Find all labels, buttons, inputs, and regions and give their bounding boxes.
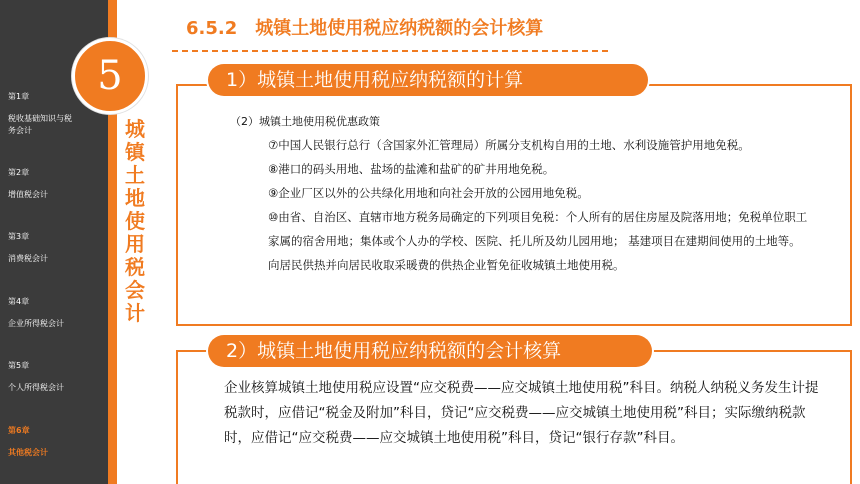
chapter-item-3[interactable] — [8, 231, 48, 265]
vertical-section-title: 城镇土地使用税会计 — [125, 117, 145, 325]
policy-item: ⑦中国人民银行总行（含国家外汇管理局）所属分支机构自用的土地、水利设施管护用地免税。 — [268, 138, 750, 152]
policy-item: ⑧港口的码头用地、盐场的盐滩和盐矿的矿井用地免税。 — [268, 162, 555, 176]
policy-heading: （2）城镇土地使用税优惠政策 — [230, 115, 380, 128]
chapter-number: 第1章 — [8, 92, 30, 101]
chapter-name: 其他税会计 — [8, 448, 48, 457]
chapter-name: 企业所得税会计 — [8, 319, 64, 328]
chapter-item-5[interactable] — [8, 360, 64, 394]
chapter-number: 第4章 — [8, 297, 30, 306]
chapter-name: 增值税会计 — [8, 190, 48, 199]
section2-heading: 2）城镇土地使用税应纳税额的会计核算 — [208, 335, 652, 367]
title-divider — [172, 50, 608, 52]
chapter-number: 第5章 — [8, 361, 30, 370]
chapter-item-6[interactable] — [8, 425, 48, 459]
chapter-name: 消费税会计 — [8, 254, 48, 263]
section1-heading: 1）城镇土地使用税应纳税额的计算 — [208, 64, 648, 96]
chapter-item-1[interactable] — [8, 91, 74, 137]
policy-list — [268, 133, 808, 325]
chapter-number: 第2章 — [8, 168, 30, 177]
policy-item: ⑩由省、自治区、直辖市地方税务局确定的下列项目免税：个人所有的居住房屋及院落用地；免税单位职工家属的宿舍用地；集体或个人办的学校、医院、托儿所及幼儿园用地； 基建项目在建期间使用的土地等。向居民供热并向居民收取采暖费的供热企业暂免征收城镇土地使用税。 — [268, 210, 808, 272]
chapter-name: 税收基础知识与税务会计 — [8, 114, 72, 135]
accounting-text: 企业核算城镇土地使用税应设置“应交税费——应交城镇土地使用税”科目。纳税人纳税义务发生计提税款时，应借记“税金及附加”科目，贷记“应交税费——应交城镇土地使用税”科目；实际缴纳税款时，应借记“应交税费——应交城镇土地使用税”科目，贷记“银行存款”科目。 — [224, 380, 819, 446]
chapter-number: 第6章 — [8, 426, 30, 435]
section-number-badge — [72, 38, 148, 114]
chapter-item-2[interactable] — [8, 167, 48, 201]
chapter-number: 第3章 — [8, 232, 30, 241]
page-title: 6.5.2 城镇土地使用税应纳税额的会计核算 — [186, 18, 544, 39]
policy-item: ⑨企业厂区以外的公共绿化用地和向社会开放的公园用地免税。 — [268, 186, 589, 200]
section-number: 5 — [97, 53, 123, 99]
chapter-name: 个人所得税会计 — [8, 383, 64, 392]
chapter-item-4[interactable] — [8, 296, 64, 330]
